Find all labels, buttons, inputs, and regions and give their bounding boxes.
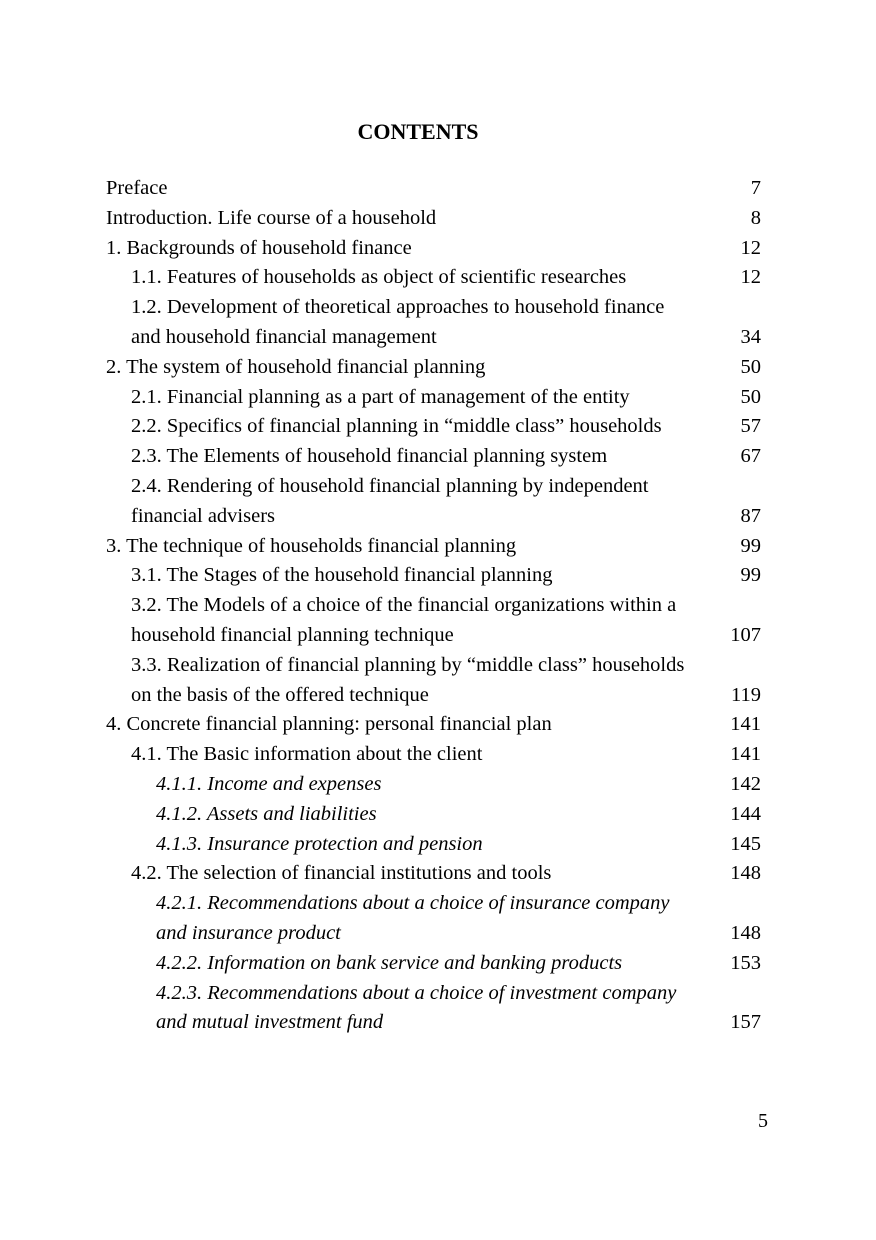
toc-entry-title: 3.3. Realization of financial planning by “middle class” households on the basis of the offered technique (131, 653, 685, 706)
toc-entry-page: 99 (740, 534, 761, 557)
toc-entry-page: 142 (730, 772, 761, 795)
toc-entry (106, 412, 761, 442)
toc-entry (106, 442, 761, 472)
toc-entry-title: 4.1.3. Insurance protection and pension (156, 832, 483, 855)
toc-entry-title: 4.2.3. Recommendations about a choice of investment company and mutual investment fund (156, 981, 677, 1034)
toc-entry-page: 50 (740, 385, 761, 408)
toc-entry-page: 8 (750, 206, 761, 229)
toc-entry-page: 157 (730, 1011, 761, 1034)
toc-entry-title: 1.2. Development of theoretical approaches to household finance and household financial management (131, 296, 665, 348)
toc-entry-title: 4. Concrete financial planning: personal financial plan (106, 713, 552, 736)
toc-entry-page: 12 (740, 266, 761, 289)
toc-entry-page: 99 (740, 564, 761, 587)
toc-entry-title: 4.1. The Basic information about the client (131, 743, 483, 766)
toc-entry-title: 3.1. The Stages of the household financial planning (131, 564, 553, 587)
toc-entry-page: 7 (750, 177, 761, 199)
toc-entry (106, 472, 761, 532)
toc-entry (106, 889, 761, 949)
toc-entry-page: 67 (740, 445, 761, 468)
toc-entry-title: 3. The technique of households financial planning (106, 534, 517, 557)
page-number: 5 (758, 1110, 768, 1132)
toc-entry (106, 949, 761, 979)
toc-entry (106, 263, 761, 293)
toc-entry-page: 144 (730, 802, 761, 825)
toc-entry-page: 87 (740, 504, 761, 527)
toc-entry-title: 2.3. The Elements of household financial planning system (131, 445, 608, 468)
toc-entry (106, 204, 761, 234)
toc-entry-page: 12 (740, 236, 761, 259)
toc-entry-page: 153 (730, 951, 761, 974)
toc-entry-title: 2.4. Rendering of household financial planning by independent financial advisers (131, 474, 649, 527)
toc-entry-title: 1. Backgrounds of household finance (106, 236, 412, 259)
toc-entry (106, 740, 761, 770)
toc-entry-title: 4.2.1. Recommendations about a choice of insurance company and insurance product (156, 892, 670, 944)
toc-entry-title: 4.1.1. Income and expenses (156, 772, 382, 795)
toc-entry (106, 979, 761, 1039)
toc-entry-page: 148 (730, 921, 761, 944)
toc-entry (106, 591, 761, 651)
toc-entry-page: 34 (740, 325, 761, 348)
toc-entry-page: 145 (730, 832, 761, 855)
toc-entry-title: 2. The system of household financial planning (106, 355, 486, 378)
toc-entry-title: 4.1.2. Assets and liabilities (156, 802, 377, 825)
toc-entry (106, 710, 761, 740)
toc-entry (106, 383, 761, 413)
toc-entry (106, 353, 761, 383)
toc-entry-page: 57 (740, 415, 761, 438)
toc-entry-title: 2.1. Financial planning as a part of management of the entity (131, 385, 630, 408)
toc-entry-title: Preface (106, 177, 168, 199)
toc-entry (106, 859, 761, 889)
toc-entry-page: 119 (731, 683, 761, 706)
toc-entry (106, 830, 761, 860)
toc-entry-title: 4.2. The selection of financial institutions and tools (131, 862, 552, 885)
toc-entry (106, 770, 761, 800)
toc-entry-title: 2.2. Specifics of financial planning in “middle class” households (131, 415, 662, 438)
toc-entry (106, 234, 761, 264)
toc-entry-title: 3.2. The Models of a choice of the financial organizations within a household financial planning technique (131, 594, 677, 646)
toc-entry-page: 50 (740, 355, 761, 378)
toc-entry (106, 561, 761, 591)
table-of-contents (106, 174, 761, 1038)
toc-entry-page: 107 (730, 623, 761, 646)
toc-entry-page: 148 (730, 862, 761, 885)
toc-entry (106, 532, 761, 562)
toc-entry (106, 174, 761, 204)
toc-entry (106, 651, 761, 711)
toc-entry-page: 141 (730, 743, 761, 766)
toc-entry-page: 141 (730, 713, 761, 736)
toc-entry (106, 293, 761, 353)
page-title: CONTENTS (357, 119, 479, 144)
toc-entry-title: 4.2.2. Information on bank service and banking products (156, 951, 623, 974)
toc-entry (106, 800, 761, 830)
toc-entry-title: Introduction. Life course of a household (106, 206, 437, 229)
toc-entry-title: 1.1. Features of households as object of scientific researches (131, 266, 627, 289)
